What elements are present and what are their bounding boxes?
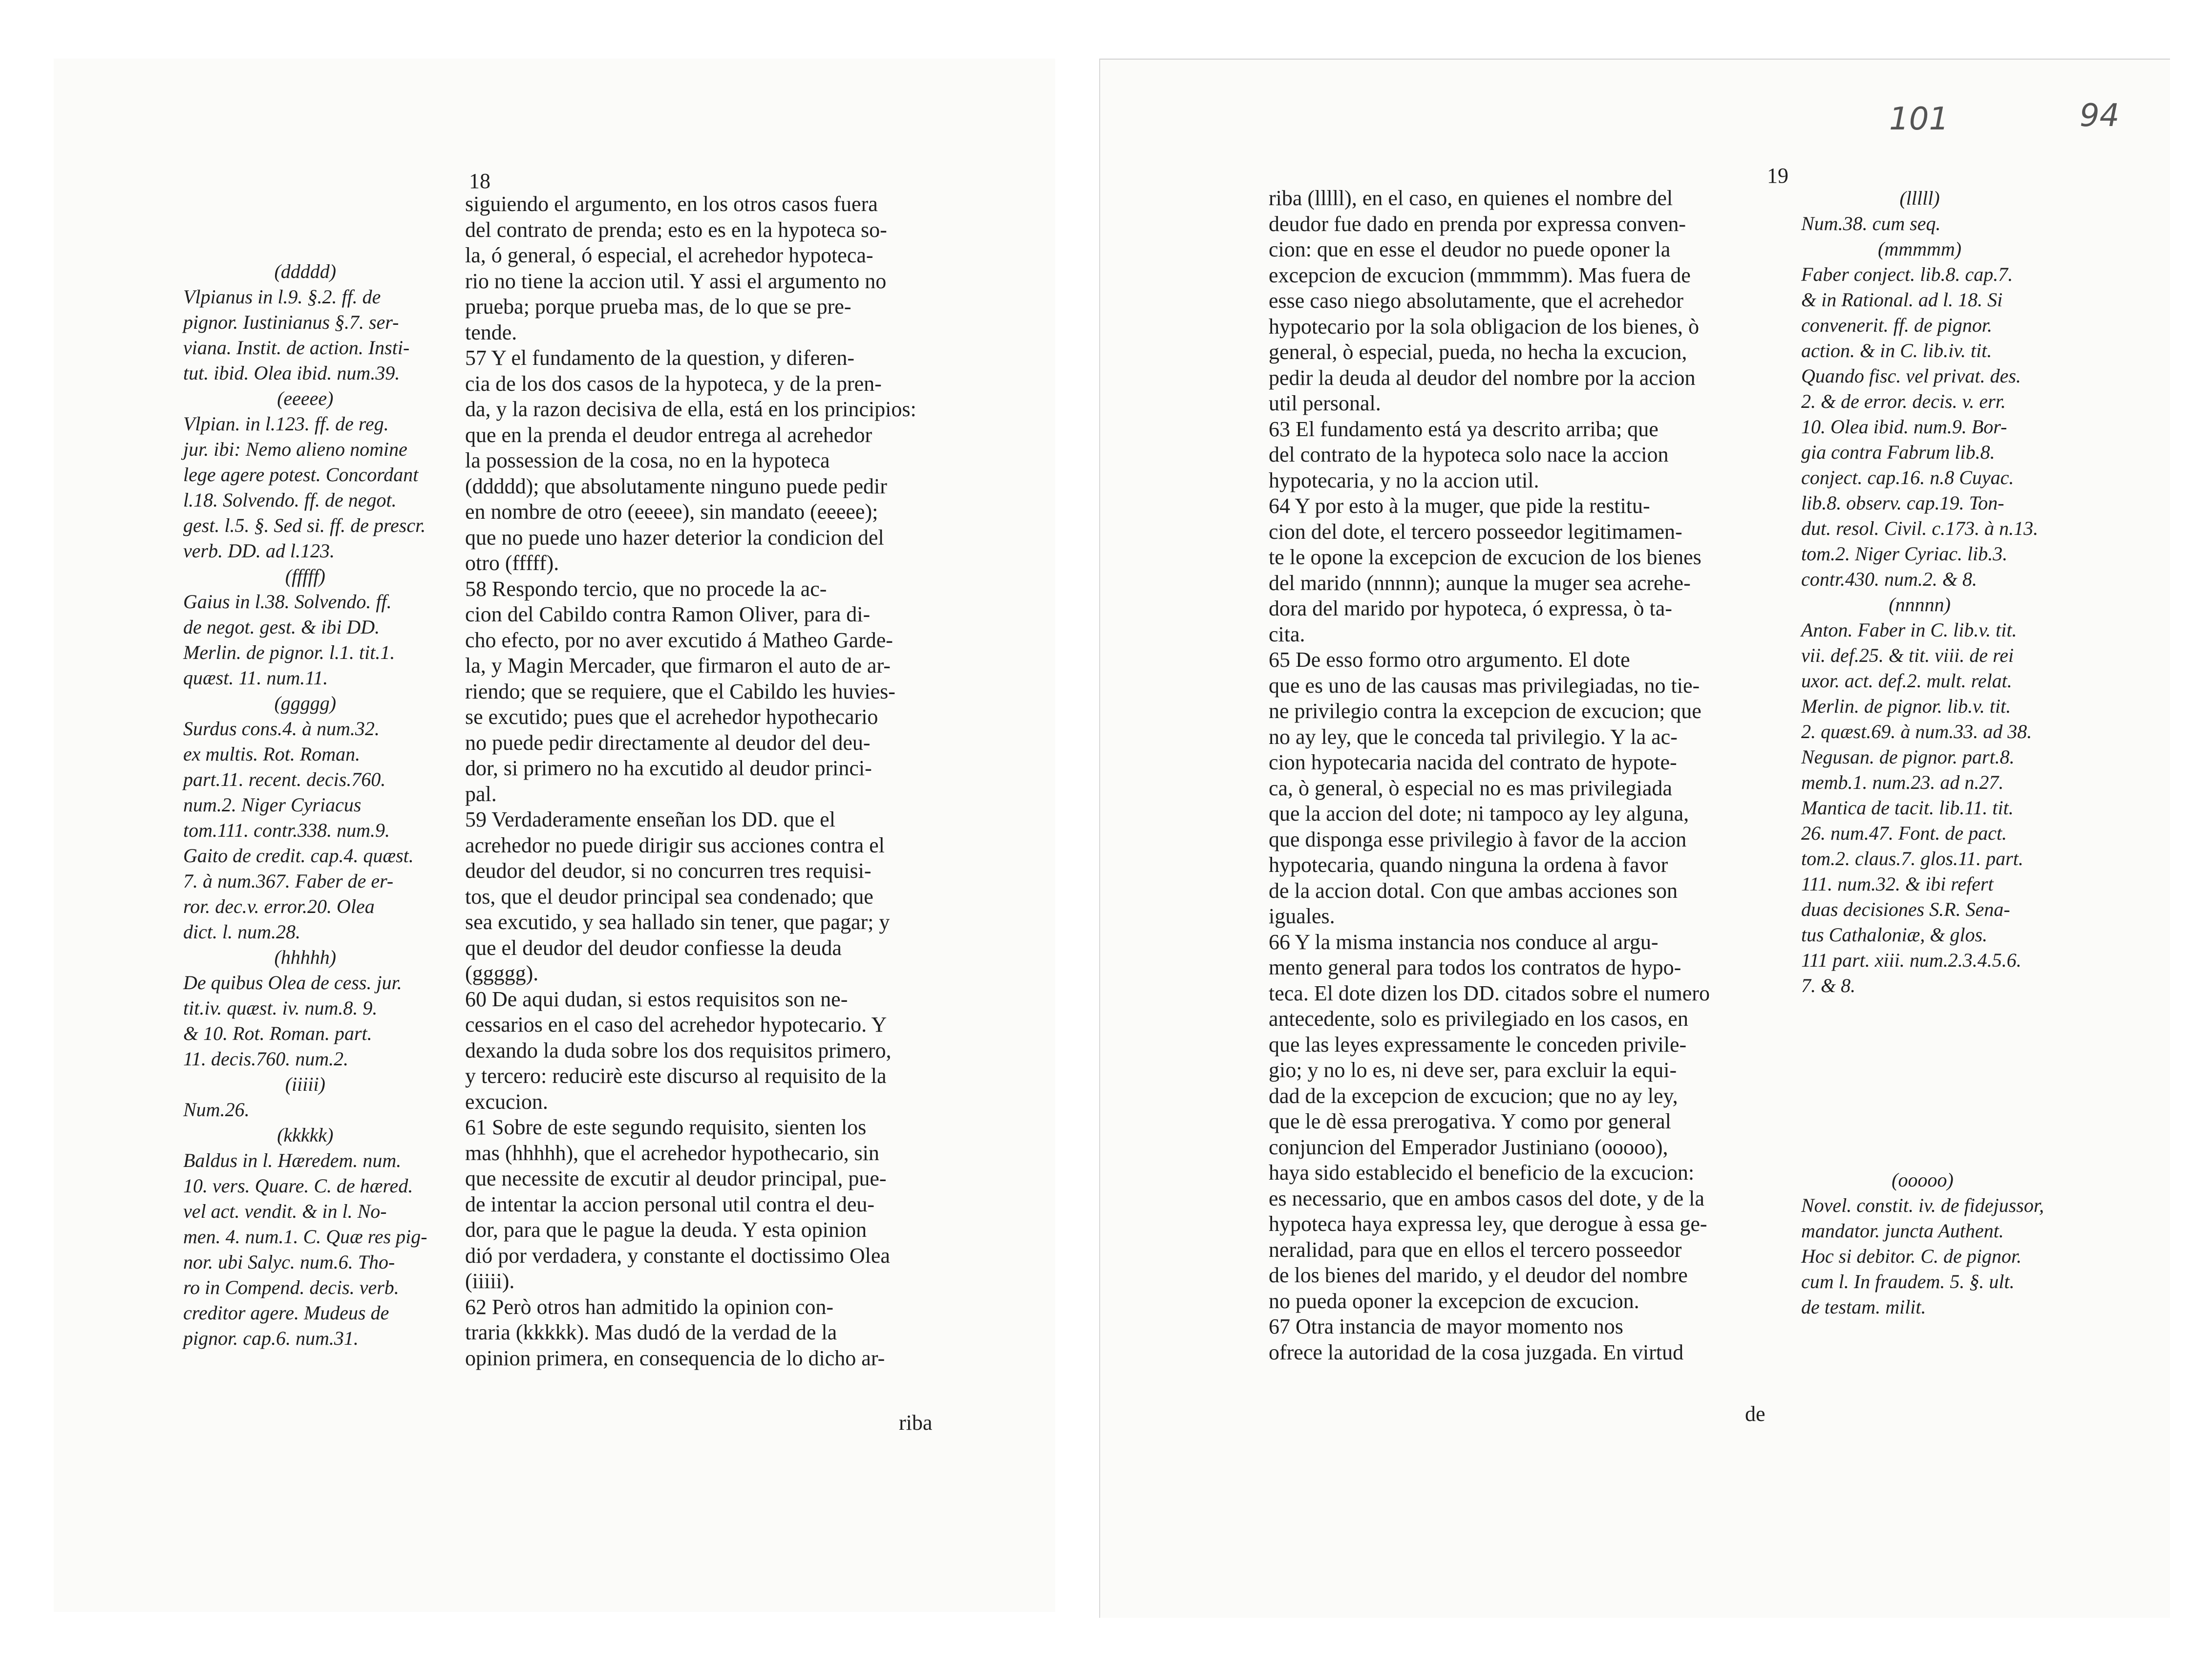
margin-note-line: Merlin. de pignor. l.1. tit.1. — [183, 641, 395, 663]
margin-note-line: tit.iv. quæst. iv. num.8. 9. — [183, 997, 378, 1019]
text-line: de los bienes del marido, y el deudor del nombre — [1269, 1263, 1688, 1287]
margin-note-line: memb.1. num.23. ad n.27. — [1801, 771, 2004, 793]
text-line: hypoteca haya expressa ley, que derogue à essa ge- — [1269, 1212, 1707, 1236]
text-line: no ay ley, que le conceda tal privilegio. Y la ac- — [1269, 724, 1678, 749]
text-line: que en la prenda el deudor entrega al acrehedor — [465, 423, 872, 447]
text-line: iguales. — [1269, 904, 1335, 928]
text-line: cion del dote, el tercero posseedor legitimamen- — [1269, 519, 1682, 544]
margin-note-line: Gaius in l.38. Solvendo. ff. — [183, 591, 392, 613]
margin-note-line: & in Rational. ad l. 18. Si — [1801, 289, 2003, 311]
text-line: que es uno de las causas mas privilegiadas, no tie- — [1269, 673, 1700, 698]
text-line: traria (kkkkk). Mas dudó de la verdad de la — [465, 1320, 837, 1344]
text-line: cion hypotecaria nacida del contrato de hypote- — [1269, 750, 1677, 774]
margin-note-line: lib.8. observ. cap.19. Ton- — [1801, 492, 2004, 514]
margin-note-line: uxor. act. def.2. mult. relat. — [1801, 670, 2012, 692]
margin-note-line: & 10. Rot. Roman. part. — [183, 1022, 372, 1044]
margin-note-line: (ddddd) — [274, 260, 337, 282]
margin-note-line: mandator. juncta Authent. — [1801, 1220, 2004, 1242]
text-line: la, ó general, ó especial, el acrehedor hypoteca- — [465, 243, 873, 267]
margin-note-line: lege agere potest. Concordant — [183, 464, 419, 486]
margin-note-line: dict. l. num.28. — [183, 921, 300, 943]
text-line: general, ò especial, pueda, no hecha la excucion, — [1269, 340, 1687, 364]
margin-note-line: Faber conject. lib.8. cap.7. — [1801, 263, 2013, 285]
text-line: (ddddd); que absolutamente ninguno puede pedir — [465, 474, 887, 498]
margin-note-line: nor. ubi Salyc. num.6. Tho- — [183, 1251, 395, 1273]
margin-note-line: contr.430. num.2. & 8. — [1801, 568, 1977, 590]
text-line: tos, que el deudor principal sea condenado; que — [465, 884, 873, 909]
text-line: la, y Magin Mercader, que firmaron el auto de ar- — [465, 654, 891, 678]
catchword-left: riba — [899, 1411, 933, 1435]
margin-note-line: (hhhhh) — [274, 946, 337, 968]
margin-note-line: tom.2. claus.7. glos.11. part. — [1801, 848, 2023, 869]
right-margin-notes-ooooo — [1801, 1167, 2044, 1320]
text-line: que las leyes expressamente le conceden privile- — [1269, 1032, 1687, 1057]
text-line: sea excutido, y sea hallado sin tener, que pagar; y — [465, 910, 890, 934]
right-page — [1099, 59, 2170, 1618]
text-line: excucion. — [465, 1089, 548, 1114]
text-line: que disponga esse privilegio à favor de la accion — [1269, 827, 1687, 851]
text-line: que no puede uno hazer deterior la condicion del — [465, 525, 884, 550]
text-line: 57 Y el fundamento de la question, y diferen- — [465, 346, 855, 370]
text-line: que necessite de excutir al deudor principal, pue- — [465, 1166, 887, 1190]
margin-note-line: pignor. cap.6. num.31. — [183, 1327, 359, 1349]
margin-note-line: duas decisiones S.R. Sena- — [1801, 898, 2010, 920]
text-line: cessarios en el caso del acrehedor hypotecario. Y — [465, 1013, 887, 1037]
margin-note-line: 7. & 8. — [1801, 975, 1856, 996]
text-line: 65 De esso formo otro argumento. El dote — [1269, 648, 1630, 672]
margin-note-line: ror. dec.v. error.20. Olea — [183, 895, 375, 917]
text-line: esse caso niego absolutamente, que el acrehedor — [1269, 289, 1684, 313]
margin-note-line: (lllll) — [1899, 187, 1940, 209]
margin-note-line: vel act. vendit. & in l. No- — [183, 1200, 387, 1222]
margin-note-line: men. 4. num.1. C. Quæ res pig- — [183, 1226, 427, 1248]
text-line: (ggggg). — [465, 961, 539, 985]
text-line: teca. El dote dizen los DD. citados sobre el numero — [1269, 981, 1710, 1005]
text-line: no pueda oponer la excepcion de excucion. — [1269, 1289, 1639, 1313]
margin-note-line: jur. ibi: Nemo alieno nomine — [183, 438, 407, 460]
text-line: ne privilegio contra la excepcion de excucion; que — [1269, 699, 1702, 723]
margin-note-line: dut. resol. Civil. c.173. à n.13. — [1801, 517, 2039, 539]
text-line: pedir la deuda al deudor del nombre por la accion — [1269, 365, 1696, 390]
text-line: 67 Otra instancia de mayor momento nos — [1269, 1314, 1623, 1338]
margin-note-line: (eeeee) — [277, 387, 334, 409]
margin-note-line: (ggggg) — [274, 692, 337, 714]
left-page — [54, 59, 1055, 1612]
text-line: 59 Verdaderamente enseñan los DD. que el — [465, 807, 835, 831]
margin-note-line: 2. quæst.69. à num.33. ad 38. — [1801, 720, 2032, 742]
text-line: hypotecaria, quando ninguna la ordena à favor — [1269, 853, 1668, 877]
margin-note-line: 111 part. xiii. num.2.3.4.5.6. — [1801, 949, 2021, 971]
margin-note-line: gia contra Fabrum lib.8. — [1801, 441, 1995, 463]
text-line: 64 Y por esto à la muger, que pide la restitu- — [1269, 494, 1650, 518]
text-line: excepcion de excucion (mmmmm). Mas fuera de — [1269, 263, 1691, 287]
text-line: es necessario, que en ambos casos del dote, y de la — [1269, 1186, 1704, 1210]
margin-note-line: Anton. Faber in C. lib.v. tit. — [1801, 619, 2017, 641]
margin-note-line: num.2. Niger Cyriacus — [183, 794, 362, 816]
margin-note-line: gest. l.5. §. Sed si. ff. de prescr. — [183, 514, 426, 536]
text-line: cho efecto, por no aver excutido á Matheo Garde- — [465, 628, 893, 652]
text-line: y tercero: reducirè este discurso al requisito de la — [465, 1064, 887, 1088]
text-line: se excutido; pues que el acrehedor hypothecario — [465, 705, 878, 729]
margin-note-line: ex multis. Rot. Roman. — [183, 743, 361, 765]
margin-note-line: Vlpian. in l.123. ff. de reg. — [183, 413, 389, 435]
left-margin-notes — [183, 259, 427, 1351]
text-line: cia de los dos casos de la hypoteca, y de la pren- — [465, 371, 882, 396]
margin-note-line: 10. Olea ibid. num.9. Bor- — [1801, 416, 2007, 438]
margin-note-line: 11. decis.760. num.2. — [183, 1048, 349, 1070]
margin-note-line: tus Cathaloniæ, & glos. — [1801, 924, 1988, 946]
margin-note-line: 2. & de error. decis. v. err. — [1801, 390, 2006, 412]
text-line: gio; y no lo es, ni deve ser, para excluir la equi- — [1269, 1058, 1677, 1082]
margin-note-line: verb. DD. ad l.123. — [183, 540, 335, 562]
text-line: dora del marido por hypoteca, ó expressa, ò ta- — [1269, 596, 1672, 620]
margin-note-line: ro in Compend. decis. verb. — [183, 1276, 399, 1298]
margin-note-line: Vlpianus in l.9. §.2. ff. de — [183, 286, 381, 308]
text-line: la possession de la cosa, no en la hypoteca — [465, 448, 830, 472]
text-line: deudor fue dado en prenda por expressa conven- — [1269, 212, 1686, 236]
margin-note-line: tut. ibid. Olea ibid. num.39. — [183, 362, 400, 384]
margin-note-line: l.18. Solvendo. ff. de negot. — [183, 489, 397, 511]
text-line: hypotecario por la sola obligacion de los bienes, ò — [1269, 314, 1699, 339]
text-line: no puede pedir directamente al deudor del deu- — [465, 730, 871, 755]
text-line: del marido (nnnnn); aunque la muger sea acrehe- — [1269, 571, 1691, 595]
text-line: opinion primera, en consequencia de lo dicho ar- — [465, 1346, 885, 1370]
text-line: otro (fffff). — [465, 551, 559, 575]
margin-note-line: Num.38. cum seq. — [1801, 212, 1941, 234]
text-line: neralidad, para que en ellos el tercero posseedor — [1269, 1237, 1682, 1262]
text-line: dad de la excepcion de excucion; que no ay ley, — [1269, 1083, 1678, 1108]
margin-note-line: Mantica de tacit. lib.11. tit. — [1801, 797, 2014, 819]
margin-note-line: pignor. Iustinianus §.7. ser- — [183, 311, 399, 333]
text-line: dor, si primero no ha excutido al deudor princi- — [465, 756, 872, 780]
margin-note-line: (kkkkk) — [277, 1124, 334, 1146]
margin-note-line: Num.26. — [183, 1099, 250, 1121]
margin-note-line: 26. num.47. Font. de pact. — [1801, 822, 2007, 844]
text-line: antecedente, solo es privilegiado en los casos, en — [1269, 1007, 1688, 1031]
margin-note-line: convenerit. ff. de pignor. — [1801, 314, 1993, 336]
text-line: da, y la razon decisiva de ella, está en los principios: — [465, 397, 916, 421]
text-line: te le opone la excepcion de excucion de los bienes — [1269, 545, 1702, 569]
page-number-left: 18 — [469, 169, 490, 193]
text-line: cita. — [1269, 622, 1305, 646]
page-number-right: 19 — [1767, 164, 1788, 188]
margin-note-line: Negusan. de pignor. part.8. — [1801, 746, 2015, 768]
margin-note-line: (nnnnn) — [1889, 593, 1951, 615]
margin-note-line: Quando fisc. vel privat. des. — [1801, 365, 2021, 387]
text-line: ca, ò general, ò especial no es mas privilegiada — [1269, 776, 1672, 800]
text-line: prueba; porque prueba mas, de lo que se pre- — [465, 295, 851, 318]
text-line: siguiendo el argumento, en los otros casos fuera — [465, 192, 878, 216]
margin-note-line: action. & in C. lib.iv. tit. — [1801, 339, 1992, 361]
text-line: de intentar la accion personal util contra el deu- — [465, 1192, 875, 1216]
text-line: haya sido establecido el beneficio de la excucion: — [1269, 1161, 1695, 1185]
text-line: de la accion dotal. Con que ambas acciones son — [1269, 878, 1678, 903]
text-line: que le dè essa prerogativa. Y como por general — [1269, 1109, 1671, 1133]
margin-note-line: part.11. recent. decis.760. — [183, 768, 386, 790]
margin-note-line: (ooooo) — [1892, 1169, 1954, 1191]
text-line: tende. — [465, 320, 517, 344]
margin-note-line: conject. cap.16. n.8 Cuyac. — [1801, 466, 2014, 488]
text-line: hypotecaria, y no la accion util. — [1269, 468, 1539, 492]
margin-note-line: Hoc si debitor. C. de pignor. — [1801, 1245, 2022, 1267]
text-line: dor, para que le pague la deuda. Y esta opinion — [465, 1218, 867, 1242]
margin-note-line: cum l. In fraudem. 5. §. ult. — [1801, 1271, 2015, 1293]
margin-note-line: 10. vers. Quare. C. de hæred. — [183, 1175, 413, 1197]
text-line: 58 Respondo tercio, que no procede la ac- — [465, 576, 827, 601]
text-line: 63 El fundamento está ya descrito arriba; que — [1269, 417, 1659, 441]
margin-note-line: 111. num.32. & ibi refert — [1801, 873, 1994, 895]
text-line: del contrato de prenda; esto es en la hypoteca so- — [465, 217, 887, 242]
text-line: 61 Sobre de este segundo requisito, sienten los — [465, 1115, 867, 1139]
text-line: acrehedor no puede dirigir sus acciones contra el — [465, 833, 885, 857]
text-line: dió por verdadera, y constante el doctissimo Olea — [465, 1243, 890, 1268]
text-line: deudor del deudor, si no concurren tres requisi- — [465, 859, 872, 883]
text-line: que la accion del dote; ni tampoco ay ley alguna, — [1269, 802, 1689, 826]
text-line: cion del Cabildo contra Ramon Oliver, para di- — [465, 602, 871, 626]
margin-note-line: quæst. 11. num.11. — [183, 667, 328, 689]
text-line: 60 De aqui dudan, si estos requisitos son ne- — [465, 987, 848, 1011]
margin-note-line: (iiiii) — [285, 1073, 325, 1095]
text-line: rio no tiene la accion util. Y assi el argumento no — [465, 269, 887, 293]
text-line: dexando la duda sobre los dos requisitos primero, — [465, 1038, 892, 1062]
margin-note-line: Baldus in l. Hæredem. num. — [183, 1149, 402, 1171]
text-line: mento general para todos los contratos de hypo- — [1269, 955, 1681, 979]
text-line: mas (hhhhh), que el acrehedor hypothecario, sin — [465, 1141, 879, 1165]
text-line: 62 Però otros han admitido la opinion con- — [465, 1294, 833, 1319]
text-line: util personal. — [1269, 391, 1381, 415]
text-line: conjuncion del Emperador Justiniano (ooooo), — [1269, 1135, 1668, 1159]
margin-note-line: (fffff) — [285, 565, 325, 587]
margin-note-line: De quibus Olea de cess. jur. — [183, 972, 402, 994]
right-main-text — [1269, 186, 1710, 1365]
text-line: ofrece la autoridad de la cosa juzgada. En virtud — [1269, 1340, 1684, 1364]
catchword-right: de — [1745, 1402, 1765, 1426]
margin-note-line: de testam. milit. — [1801, 1296, 1926, 1318]
margin-note-line: creditor agere. Mudeus de — [183, 1302, 389, 1324]
text-line: del contrato de la hypoteca solo nace la accion — [1269, 443, 1669, 466]
text-line: riba (lllll), en el caso, en quienes el nombre del — [1269, 186, 1673, 210]
text-line: pal. — [465, 782, 497, 806]
margin-note-line: viana. Instit. de action. Insti- — [183, 337, 410, 359]
margin-note-line: 7. à num.367. Faber de er- — [183, 870, 394, 892]
left-main-text — [465, 191, 916, 1371]
text-line: riendo; que se requiere, que el Cabildo les huvies- — [465, 679, 895, 703]
margin-note-line: Novel. constit. iv. de fidejussor, — [1801, 1194, 2044, 1216]
text-line: cion: que en esse el deudor no puede oponer la — [1269, 237, 1671, 261]
text-line: que el deudor del deudor confiesse la deuda — [465, 935, 842, 960]
margin-note-line: Gaito de credit. cap.4. quæst. — [183, 845, 414, 867]
folio-number-2: 94 — [2080, 98, 2120, 134]
margin-note-line: (mmmmm) — [1878, 238, 1962, 260]
margin-note-line: tom.111. contr.338. num.9. — [183, 819, 390, 841]
margin-note-line: tom.2. Niger Cyriac. lib.3. — [1801, 543, 2008, 565]
text-line: 66 Y la misma instancia nos conduce al argu- — [1269, 930, 1659, 954]
text-line: en nombre de otro (eeeee), sin mandato (eeeee); — [465, 500, 878, 524]
margin-note-line: Surdus cons.4. à num.32. — [183, 718, 380, 740]
right-margin-notes — [1801, 186, 2038, 998]
margin-note-line: de negot. gest. & ibi DD. — [183, 616, 380, 638]
text-line: (iiiii). — [465, 1269, 515, 1293]
folio-number: 101 — [1889, 101, 1949, 137]
margin-note-line: Merlin. de pignor. lib.v. tit. — [1801, 695, 2011, 717]
margin-note-line: vii. def.25. & tit. viii. de rei — [1801, 644, 2014, 666]
